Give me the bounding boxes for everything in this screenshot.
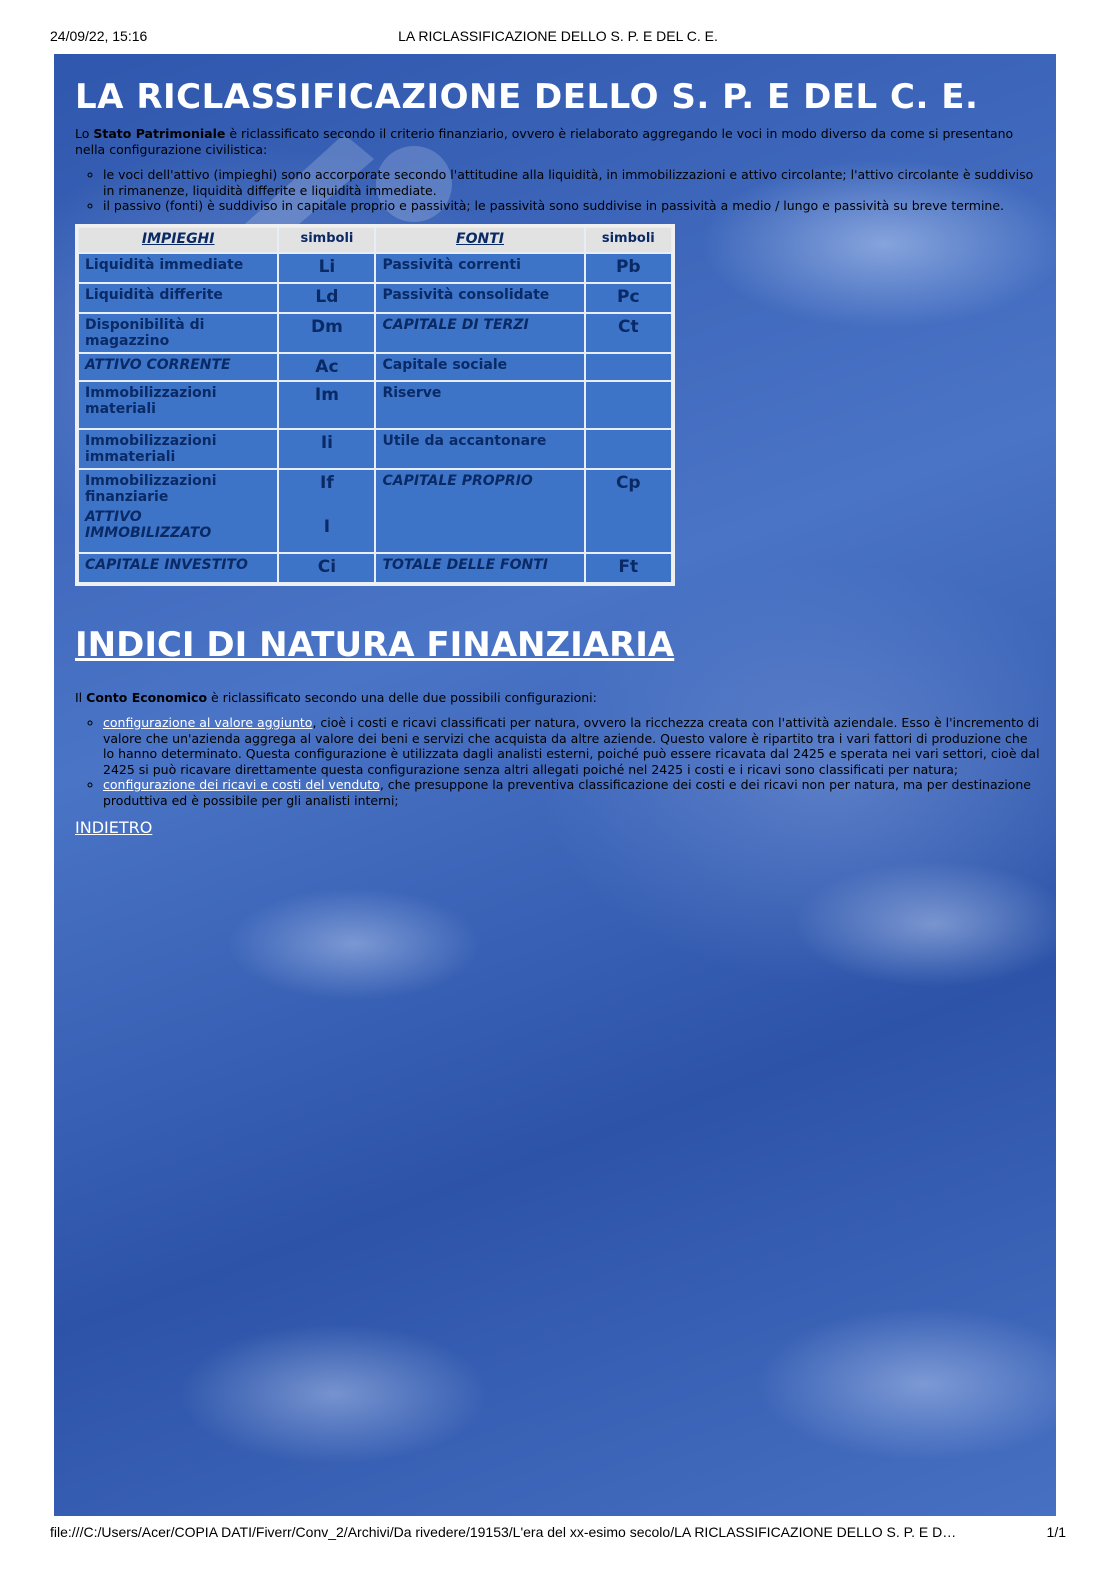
print-title: LA RICLASSIFICAZIONE DELLO S. P. E DEL C. E. [398, 28, 718, 44]
list-item: ◦ configurazione dei ricavi e costi del venduto, che presuppone la preventiva classificazione dei costi e dei ricavi non per natura, ma per destinazione produttiva ed è possibile per gli analisti interni; [103, 777, 1040, 808]
page-title: LA RICLASSIFICAZIONE DELLO S. P. E DEL C. E. [75, 77, 979, 117]
sp-bold-term: Stato Patrimoniale [93, 126, 226, 141]
back-link[interactable]: INDIETRO [75, 818, 153, 837]
table-cell: Ld [278, 283, 375, 313]
table-cell [278, 469, 375, 553]
page-number: 1/1 [1046, 1524, 1066, 1540]
header-simboli: simboli [585, 227, 672, 253]
cell-symbol: I [323, 516, 331, 537]
costi-venduto-link[interactable]: configurazione dei ricavi e costi del venduto [103, 777, 380, 792]
table-cell: Ac [278, 353, 375, 381]
table-cell: Ft [585, 553, 672, 583]
cell-symbol: If [320, 472, 334, 493]
table-cell: Ci [278, 553, 375, 583]
table-cell: Ct [585, 313, 672, 353]
print-footer [50, 1524, 1066, 1542]
table-cell: CAPITALE INVESTITO [78, 553, 278, 583]
table-cell: Im [278, 381, 375, 429]
table-cell: Passività consolidate [375, 283, 584, 313]
list-item: ◦ configurazione al valore aggiunto, cioè i costi e ricavi classificati per natura, ovvero la ricchezza creata con l'attività aziendale. Esso è l'incremento di valore che un'azienda aggrega al valore dei beni e servizi che acquista da altre aziende. Questo valore è ripartito tra i vari fattori di produzione che lo hanno determinato. Questa configurazione è utilizzata dagli analisti esterni, poiché può essere ricavata dal 2425 e sperata nei vari settori, cioè dal 2425 si può ricavare direttamente questa configurazione senza altri allegati poiché nel 2425 i costi e i ricavi sono classificati per natura; [103, 715, 1040, 777]
table-cell: Immobilizzazioni materiali [78, 381, 278, 429]
table-cell: Liquidità differite [78, 283, 278, 313]
table-row [78, 381, 672, 429]
table-header-row [78, 227, 672, 253]
table-cell [585, 429, 672, 469]
table-row [78, 469, 672, 553]
table-cell: Pc [585, 283, 672, 313]
sp-table [75, 224, 675, 586]
header-simboli: simboli [278, 227, 375, 253]
table-cell: Liquidità immediate [78, 253, 278, 283]
table-cell: CAPITALE PROPRIO [375, 469, 584, 553]
table-cell [78, 469, 278, 553]
sp-intro: Lo Stato Patrimoniale è riclassificato secondo il criterio finanziario, ovvero è rielaborato aggregando le voci in modo diverso da come si presentano nella configurazione civilistica: [75, 126, 1014, 157]
table-row [78, 553, 672, 583]
table-cell [585, 381, 672, 429]
print-url: file:///C:/Users/Acer/COPIA DATI/Fiverr/Conv_2/Archivi/Da rivedere/19153/L'era del xx-esimo secolo/LA RICLASSIFICAZIONE DELLO S. P. E D… [50, 1524, 957, 1540]
cell-label: Immobilizzazioni finanziarie [85, 472, 217, 505]
table-row [78, 313, 672, 353]
table-cell: CAPITALE DI TERZI [375, 313, 584, 353]
table-cell: Capitale sociale [375, 353, 584, 381]
sp-list [75, 167, 1040, 214]
list-item: ◦ il passivo (fonti) è suddiviso in capitale proprio e passività; le passività sono suddivise in passività a medio / lungo e passività su breve termine. [103, 198, 1040, 214]
table-cell: ATTIVO CORRENTE [78, 353, 278, 381]
table-cell: Disponibilità di magazzino [78, 313, 278, 353]
header-impieghi: IMPIEGHI [78, 227, 278, 253]
table-row [78, 283, 672, 313]
print-header [50, 28, 1066, 46]
list-item: ◦ le voci dell'attivo (impieghi) sono accorporate secondo l'attitudine alla liquidità, in immobilizzazioni e attivo circolante; l'attivo circolante è suddiviso in rimanenze, liquidità differite e liquidità immediate. [103, 167, 1040, 198]
print-datetime: 24/09/22, 15:16 [50, 28, 148, 44]
table-cell: Passività correnti [375, 253, 584, 283]
page-background [54, 54, 1056, 1516]
table-cell: TOTALE DELLE FONTI [375, 553, 584, 583]
table-cell: Pb [585, 253, 672, 283]
table-cell: Cp [585, 469, 672, 553]
table-cell [585, 353, 672, 381]
table-row [78, 429, 672, 469]
content [75, 76, 1040, 837]
valore-aggiunto-link[interactable]: configurazione al valore aggiunto [103, 715, 313, 730]
table-row [78, 353, 672, 381]
table-cell: Immobilizzazioni immateriali [78, 429, 278, 469]
ce-list [75, 715, 1040, 808]
ce-intro: Il Conto Economico è riclassificato secondo una delle due possibili configurazioni: [75, 689, 597, 705]
table-row [78, 253, 672, 283]
table-cell: Utile da accantonare [375, 429, 584, 469]
ce-bold-term: Conto Economico [86, 689, 208, 705]
table-cell: Riserve [375, 381, 584, 429]
section-title: INDICI DI NATURA FINANZIARIA [75, 624, 675, 665]
table-cell: Li [278, 253, 375, 283]
table-cell: Ii [278, 429, 375, 469]
cell-label: ATTIVO IMMOBILIZZATO [85, 508, 212, 541]
header-fonti: FONTI [375, 227, 584, 253]
table-cell: Dm [278, 313, 375, 353]
